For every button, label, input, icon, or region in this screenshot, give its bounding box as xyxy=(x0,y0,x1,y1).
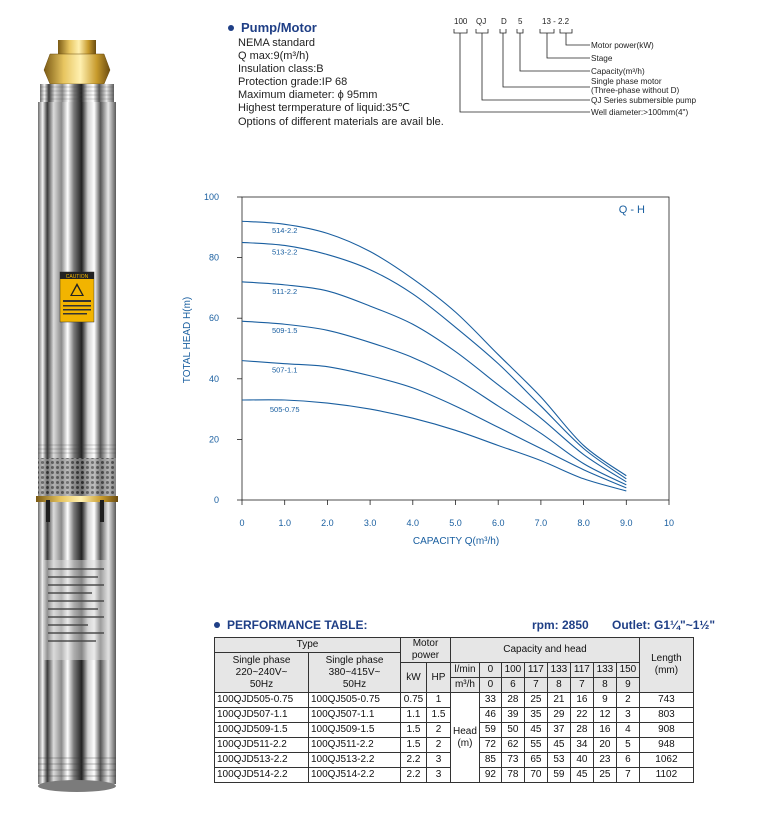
series-line-513-2.2 xyxy=(242,242,626,478)
length-value-cell: 803 xyxy=(639,708,693,723)
head-value-cell: 65 xyxy=(524,753,547,768)
lmin-cell: 117 xyxy=(524,663,547,678)
model-single-phase-220: 100QJD513-2.2 xyxy=(215,753,309,768)
single-phase-text: Single phase xyxy=(325,654,384,666)
frequency-text: 50Hz xyxy=(342,678,367,690)
power-hp-cell: 2 xyxy=(427,738,451,753)
head-value-cell: 25 xyxy=(593,768,616,783)
code-part-phase: D xyxy=(501,17,507,26)
head-value-cell: 29 xyxy=(547,708,570,723)
head-value-cell: 6 xyxy=(616,753,639,768)
hp-header: HP xyxy=(427,663,451,693)
head-value-cell: 53 xyxy=(547,753,570,768)
lmin-cell: 133 xyxy=(547,663,570,678)
code-part-diameter: 100 xyxy=(454,17,468,26)
bullet-icon xyxy=(228,25,234,31)
code-label-power: Motor power(kW) xyxy=(591,41,654,50)
length-value-cell: 948 xyxy=(639,738,693,753)
lmin-header: l/min xyxy=(451,663,480,678)
x-tick-label: 7.0 xyxy=(534,518,548,528)
model-single-phase-220: 100QJD511-2.2 xyxy=(215,738,309,753)
head-value-cell: 28 xyxy=(570,723,593,738)
series-label: 513-2.2 xyxy=(271,247,298,257)
model-single-phase-380: 100QJ511-2.2 xyxy=(309,738,401,753)
bottom-base xyxy=(38,780,116,792)
model-single-phase-380: 100QJ513-2.2 xyxy=(309,753,401,768)
model-code-legend xyxy=(440,14,740,124)
y-tick-label: 80 xyxy=(208,252,219,263)
head-value-cell: 46 xyxy=(479,708,501,723)
series-line-514-2.2 xyxy=(242,221,626,476)
head-value-cell: 4 xyxy=(616,723,639,738)
performance-title xyxy=(214,618,367,632)
head-value-cell: 20 xyxy=(593,738,616,753)
x-tick-label: 1.0 xyxy=(278,518,291,528)
performance-header xyxy=(214,618,724,636)
y-tick-label: 20 xyxy=(208,434,219,445)
head-value-cell: 85 xyxy=(479,753,501,768)
length-value-cell: 1062 xyxy=(639,753,693,768)
head-value-cell: 12 xyxy=(593,708,616,723)
head-value-cell: 45 xyxy=(524,723,547,738)
model-single-phase-220: 100QJD507-1.1 xyxy=(215,708,309,723)
head-unit-label: (m) xyxy=(457,737,473,749)
model-single-phase-220: 100QJD509-1.5 xyxy=(215,723,309,738)
upper-thread xyxy=(40,84,114,102)
code-part-stage-power: 13 - 2.2 xyxy=(542,17,570,26)
power-header-text: power xyxy=(411,650,440,661)
length-value-cell: 743 xyxy=(639,693,693,708)
model-single-phase-380: 100QJ514-2.2 xyxy=(309,768,401,783)
power-hp-cell: 1 xyxy=(427,693,451,708)
power-hp-cell: 2 xyxy=(427,723,451,738)
power-kw-cell: 0.75 xyxy=(401,693,427,708)
m3h-cell: 6 xyxy=(501,678,524,693)
head-value-cell: 9 xyxy=(593,693,616,708)
pump-image xyxy=(0,0,140,826)
spec-title xyxy=(228,20,317,35)
series-label: 505-0.75 xyxy=(269,405,300,415)
kw-header: kW xyxy=(401,663,427,693)
performance-title-text: PERFORMANCE TABLE: xyxy=(227,618,368,632)
head-value-cell: 35 xyxy=(524,708,547,723)
lmin-cell: 133 xyxy=(593,663,616,678)
type-header: Type xyxy=(215,638,401,653)
plot-area-frame xyxy=(242,197,669,500)
spec-line: Options of different materials are avail ble. xyxy=(238,115,444,128)
x-tick-label: 10 xyxy=(663,518,675,528)
head-value-cell: 73 xyxy=(501,753,524,768)
length-unit-text: (mm) xyxy=(654,665,679,676)
table-row xyxy=(215,693,694,708)
m3h-cell: 9 xyxy=(616,678,639,693)
m3h-cell: 8 xyxy=(593,678,616,693)
motor-power-header xyxy=(401,638,451,663)
x-tick-label: 2.0 xyxy=(321,518,334,528)
power-hp-cell: 3 xyxy=(427,768,451,783)
series-label: 509-1.5 xyxy=(271,326,298,336)
voltage-text: 380~415V~ xyxy=(328,666,381,678)
spec-title-text: Pump/Motor xyxy=(241,20,317,35)
head-value-cell: 22 xyxy=(570,708,593,723)
qh-chart xyxy=(170,180,690,560)
single-phase-220-header xyxy=(215,653,309,693)
bullet-icon xyxy=(214,622,220,628)
code-label-series: QJ Series submersible pump xyxy=(591,96,697,105)
head-value-cell: 3 xyxy=(616,708,639,723)
spec-list xyxy=(238,37,444,129)
y-tick-label: 0 xyxy=(213,495,219,505)
power-kw-cell: 1.1 xyxy=(401,708,427,723)
lmin-cell: 0 xyxy=(479,663,501,678)
series-line-509-1.5 xyxy=(242,321,626,485)
head-value-cell: 5 xyxy=(616,738,639,753)
head-value-cell: 72 xyxy=(479,738,501,753)
m3h-cell: 8 xyxy=(547,678,570,693)
brass-outlet-flange xyxy=(44,54,110,84)
lmin-cell: 117 xyxy=(570,663,593,678)
power-kw-cell: 2.2 xyxy=(401,768,427,783)
code-label-stage: Stage xyxy=(591,54,613,63)
head-value-cell: 2 xyxy=(616,693,639,708)
model-single-phase-380: 100QJ507-1.1 xyxy=(309,708,401,723)
series-line-505-0.75 xyxy=(242,400,626,491)
m3h-cell: 7 xyxy=(570,678,593,693)
head-value-cell: 59 xyxy=(547,768,570,783)
head-label: Head xyxy=(453,725,477,737)
capacity-head-header: Capacity and head xyxy=(451,638,640,663)
performance-table xyxy=(214,637,694,783)
head-value-cell: 55 xyxy=(524,738,547,753)
lmin-cell: 150 xyxy=(616,663,639,678)
series-label: 507-1.1 xyxy=(271,365,298,375)
head-unit-cell xyxy=(451,693,480,783)
head-value-cell: 50 xyxy=(501,723,524,738)
single-phase-380-header xyxy=(309,653,401,693)
code-label-well-diameter: Well diameter:>100mm(4") xyxy=(591,108,689,117)
code-label-single-phase: Single phase motor xyxy=(591,77,662,86)
head-value-cell: 16 xyxy=(570,693,593,708)
y-tick-label: 60 xyxy=(208,313,219,324)
y-axis-label: TOTAL HEAD H(m) xyxy=(182,296,193,384)
code-label-capacity: Capacity(m³/h) xyxy=(591,67,645,76)
head-value-cell: 33 xyxy=(479,693,501,708)
length-header-text: Length xyxy=(651,653,682,664)
rpm-value: rpm: 2850 xyxy=(532,618,589,632)
spec-line: Protection grade:IP 68 xyxy=(238,76,348,89)
voltage-text: 220~240V~ xyxy=(235,666,288,678)
power-hp-cell: 3 xyxy=(427,753,451,768)
head-value-cell: 7 xyxy=(616,768,639,783)
head-value-cell: 92 xyxy=(479,768,501,783)
x-tick-label: 8.0 xyxy=(577,518,590,528)
spec-line: Q max:9(m³/h) xyxy=(238,50,309,63)
head-value-cell: 45 xyxy=(570,768,593,783)
outlet-size: Outlet: G1¼"~1½" xyxy=(612,618,716,632)
model-single-phase-220: 100QJD514-2.2 xyxy=(215,768,309,783)
x-axis-label: CAPACITY Q(m³/h) xyxy=(412,536,500,547)
model-single-phase-380: 100QJ509-1.5 xyxy=(309,723,401,738)
m3h-header: m³/h xyxy=(451,678,480,693)
x-tick-label: 6.0 xyxy=(491,518,505,528)
head-value-cell: 40 xyxy=(570,753,593,768)
motor-header-text: Motor xyxy=(412,638,439,649)
lower-thread xyxy=(38,442,116,458)
x-tick-label: 5.0 xyxy=(449,518,462,528)
spec-line: Insulation class:B xyxy=(238,63,324,76)
y-tick-label: 100 xyxy=(203,192,219,202)
code-label-three-phase: (Three-phase without D) xyxy=(591,86,680,95)
model-single-phase-220: 100QJD505-0.75 xyxy=(215,693,309,708)
code-part-series: QJ xyxy=(476,17,487,26)
head-value-cell: 28 xyxy=(501,693,524,708)
head-value-cell: 23 xyxy=(593,753,616,768)
lmin-cell: 100 xyxy=(501,663,524,678)
head-value-cell: 21 xyxy=(547,693,570,708)
code-part-capacity: 5 xyxy=(518,17,523,26)
series-label: 511-2.2 xyxy=(272,286,298,296)
single-phase-text: Single phase xyxy=(232,654,291,666)
m3h-cell: 0 xyxy=(479,678,501,693)
spec-line: Highest termperature of liquid:35℃ xyxy=(238,102,410,115)
series-line-511-2.2 xyxy=(242,282,626,482)
series-label: 514-2.2 xyxy=(271,226,298,236)
chart-title: Q - H xyxy=(618,204,645,216)
head-value-cell: 45 xyxy=(547,738,570,753)
head-value-cell: 59 xyxy=(479,723,501,738)
caution-label-text: CAUTION xyxy=(65,274,89,280)
length-header xyxy=(639,638,693,693)
bottom-rings xyxy=(38,752,116,784)
power-kw-cell: 1.5 xyxy=(401,738,427,753)
head-value-cell: 25 xyxy=(524,693,547,708)
power-kw-cell: 1.5 xyxy=(401,723,427,738)
head-value-cell: 16 xyxy=(593,723,616,738)
length-value-cell: 908 xyxy=(639,723,693,738)
power-hp-cell: 1.5 xyxy=(427,708,451,723)
model-single-phase-380: 100QJ505-0.75 xyxy=(309,693,401,708)
spec-line: NEMA standard xyxy=(238,37,316,49)
brass-outlet-cap xyxy=(58,40,96,54)
x-tick-label: 3.0 xyxy=(363,518,377,528)
frequency-text: 50Hz xyxy=(249,678,274,690)
length-value-cell: 1102 xyxy=(639,768,693,783)
y-tick-label: 40 xyxy=(208,373,219,384)
head-value-cell: 62 xyxy=(501,738,524,753)
head-value-cell: 37 xyxy=(547,723,570,738)
m3h-cell: 7 xyxy=(524,678,547,693)
head-value-cell: 34 xyxy=(570,738,593,753)
spec-line: Maximum diameter: ϕ 95mm xyxy=(238,89,378,102)
x-tick-label: 9.0 xyxy=(620,518,633,528)
head-value-cell: 78 xyxy=(501,768,524,783)
head-value-cell: 70 xyxy=(524,768,547,783)
power-kw-cell: 2.2 xyxy=(401,753,427,768)
x-tick-label: 4.0 xyxy=(406,518,420,528)
x-tick-label: 0 xyxy=(239,518,245,528)
head-value-cell: 39 xyxy=(501,708,524,723)
